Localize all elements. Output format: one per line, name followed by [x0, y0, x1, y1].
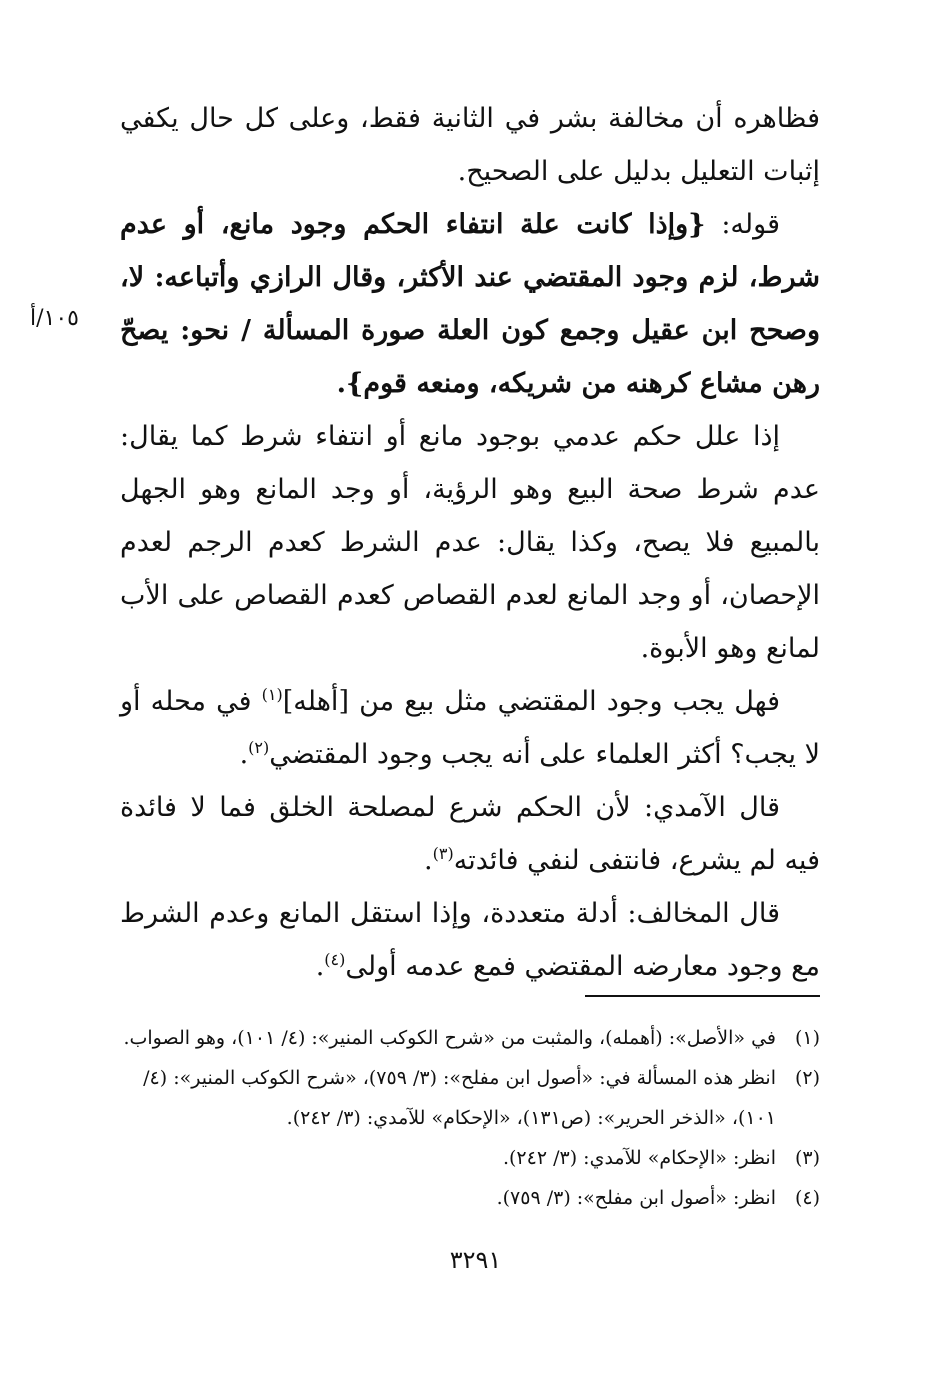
- paragraph-1: فظاهره أن مخالفة بشر في الثانية فقط، وعلى كل حال يكفي إثبات التعليل بدليل على الصحيح.: [120, 103, 820, 187]
- quoted-matn: {وإذا كانت علة انتفاء الحكم وجود مانع، أو عدم شرط، لزم وجود المقتضي عند الأكثر، وقال الرازي وأتباعه: لا، وصحح ابن عقيل وجمع كون العلة صورة المسألة / نحو: يصحّ رهن مشاع كرهنه من شريكه، ومنعه قوم}.: [120, 209, 820, 399]
- paragraph-5-text: قال الآمدي: لأن الحكم شرع لمصلحة الخلق فما لا فائدة فيه لم يشرع، فانتفى لنفي فائدته: [120, 792, 820, 876]
- footnote-1: [120, 1018, 820, 1058]
- footnote-ref-3: (٣): [432, 844, 454, 863]
- footnote-text: في «الأصل»: (أهمله)، والمثبت من «شرح الكوكب المنير»: (٤/ ١٠١)، وهو الصواب.: [123, 1027, 776, 1049]
- paragraph-4-part-2: في محله أو لا يجب؟ أكثر العلماء على أنه يجب وجود المقتضي: [120, 686, 820, 770]
- footnote-number: (٣): [794, 1147, 820, 1169]
- footnote-number: (٢): [794, 1067, 820, 1089]
- paragraph-5-end: .: [424, 845, 433, 876]
- paragraph-6: [120, 887, 820, 993]
- paragraph-3: إذا علل حكم عدمي بوجود مانع أو انتفاء شرط كما يقال: عدم شرط صحة البيع وهو الرؤية، أو وجد المانع وهو الجهل بالمبيع فلا يصح، وكذا يقال: عدم الشرط كعدم الرجم لعدم الإحصان، أو وجد المانع لعدم القصاص كعدم القصاص على الأب لمانع وهو الأبوة.: [120, 421, 820, 664]
- footnote-3: [120, 1138, 820, 1178]
- footnote-4: [120, 1178, 820, 1218]
- quote-lead: قوله:: [705, 209, 780, 240]
- footnote-ref-2: (٢): [248, 738, 270, 757]
- footnotes: [120, 1018, 820, 1218]
- footnote-divider: [585, 995, 820, 997]
- footnote-2: [120, 1058, 820, 1138]
- page-number: ٣٢٩١: [449, 1246, 502, 1274]
- paragraph-4-part-1: فهل يجب وجود المقتضي مثل بيع من [أهله]: [282, 686, 780, 717]
- paragraph-4: [120, 675, 820, 781]
- paragraph-6-end: .: [315, 951, 325, 982]
- manuscript-folio-marker: ١٠٥/أ: [30, 306, 79, 331]
- footnote-ref-1: (١): [261, 685, 283, 704]
- main-text: [120, 92, 820, 993]
- paragraph-2: [120, 198, 820, 410]
- footnote-number: (١): [794, 1027, 820, 1049]
- paragraph-5: [120, 781, 820, 887]
- footnote-text: انظر: «الإحكام» للآمدي: (٣/ ٢٤٢).: [502, 1147, 776, 1169]
- paragraph-6-text: قال المخالف: أدلة متعددة، وإذا استقل المانع وعدم الشرط مع وجود معارضه المقتضي فمع عدمه أولى: [120, 898, 820, 982]
- footnote-ref-4: (٤): [324, 950, 346, 969]
- footnote-text: انظر هذه المسألة في: «أصول ابن مفلح»: (٣/ ٧٥٩)، «شرح الكوكب المنير»: (٤/ ١٠١)، «الذخر الحرير»: (ص١٣١)، «الإحكام» للآمدي: (٣/ ٢٤٢).: [143, 1067, 776, 1129]
- footnote-text: انظر: «أصول ابن مفلح»: (٣/ ٧٥٩).: [496, 1187, 776, 1209]
- paragraph-4-end: .: [239, 739, 249, 770]
- footnote-number: (٤): [794, 1187, 820, 1209]
